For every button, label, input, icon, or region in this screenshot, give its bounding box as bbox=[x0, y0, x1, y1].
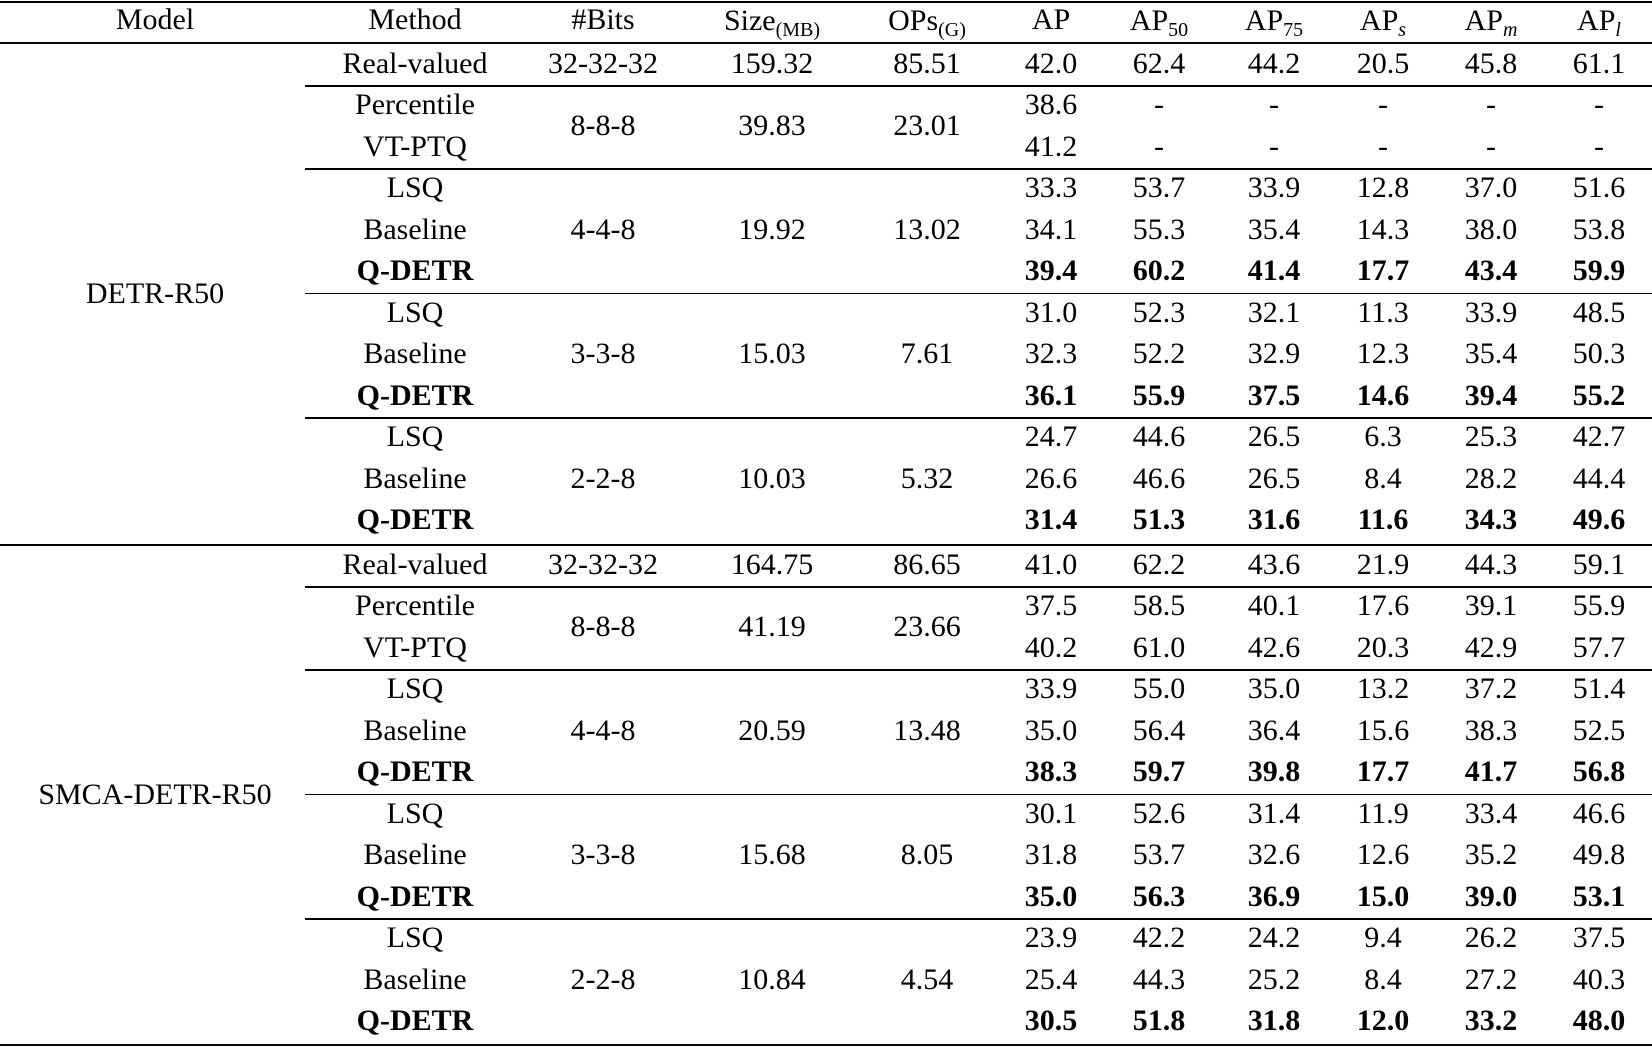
header-apl-main: AP bbox=[1577, 4, 1616, 37]
method-cell: VT-PTQ bbox=[363, 630, 467, 664]
apl-cell: 44.4 bbox=[1572, 461, 1626, 495]
ap75-cell: 31.8 bbox=[1247, 1004, 1301, 1038]
size-cell: 19.92 bbox=[738, 212, 806, 246]
size-cell: 159.32 bbox=[730, 46, 814, 80]
method-cell: Baseline bbox=[363, 461, 467, 495]
method-cell: LSQ bbox=[386, 796, 444, 830]
aps-cell: 15.0 bbox=[1356, 879, 1410, 913]
ap75-cell: 37.5 bbox=[1247, 378, 1301, 412]
method-cell: Baseline bbox=[363, 713, 467, 747]
ap50-cell: - bbox=[1154, 88, 1164, 122]
aps-cell: 11.9 bbox=[1357, 796, 1409, 830]
apl-cell: - bbox=[1594, 88, 1604, 122]
apl-cell: 49.6 bbox=[1572, 503, 1626, 537]
group-rule bbox=[305, 669, 1652, 671]
aps-cell: 20.5 bbox=[1356, 46, 1410, 80]
header-ap75 bbox=[1244, 4, 1304, 41]
apl-cell: 42.7 bbox=[1572, 420, 1626, 454]
ap-cell: 25.4 bbox=[1024, 962, 1078, 996]
apl-cell: 57.7 bbox=[1572, 630, 1626, 664]
ap75-cell: 39.8 bbox=[1247, 755, 1301, 789]
ap50-cell: 55.9 bbox=[1132, 378, 1186, 412]
apm-cell: - bbox=[1486, 88, 1496, 122]
header-rule bbox=[0, 42, 1652, 44]
top-rule bbox=[0, 1, 1652, 3]
ap50-cell: 52.3 bbox=[1132, 295, 1186, 329]
ap50-cell: 60.2 bbox=[1132, 254, 1186, 288]
aps-cell: 21.9 bbox=[1356, 547, 1410, 581]
size-cell: 20.59 bbox=[738, 713, 806, 747]
apm-cell: 38.0 bbox=[1464, 212, 1518, 246]
apm-cell: 45.8 bbox=[1464, 46, 1518, 80]
apm-cell: 33.9 bbox=[1464, 295, 1518, 329]
header-apl-sub: l bbox=[1615, 19, 1621, 41]
ops-cell: 86.65 bbox=[893, 547, 961, 581]
aps-cell: 12.0 bbox=[1356, 1004, 1410, 1038]
apm-cell: 27.2 bbox=[1464, 962, 1518, 996]
apl-cell: 61.1 bbox=[1572, 46, 1626, 80]
ap-cell: 30.5 bbox=[1024, 1004, 1078, 1038]
header-apm-sub: m bbox=[1502, 19, 1518, 41]
bits-cell: 3-3-8 bbox=[570, 337, 636, 371]
method-cell: LSQ bbox=[386, 420, 444, 454]
header-ap50-sub: 50 bbox=[1168, 19, 1189, 41]
ap-cell: 41.2 bbox=[1024, 129, 1078, 163]
size-cell: 10.84 bbox=[738, 962, 806, 996]
ap-cell: 39.4 bbox=[1024, 254, 1078, 288]
apl-cell: 53.8 bbox=[1572, 212, 1626, 246]
aps-cell: 17.7 bbox=[1356, 755, 1410, 789]
aps-cell: 17.7 bbox=[1356, 254, 1410, 288]
ap50-cell: 55.0 bbox=[1132, 672, 1186, 706]
bits-cell: 8-8-8 bbox=[570, 109, 636, 142]
apm-cell: 33.2 bbox=[1464, 1004, 1518, 1038]
method-cell: Baseline bbox=[363, 337, 467, 371]
method-cell: Q-DETR bbox=[356, 879, 474, 913]
ap-cell: 32.3 bbox=[1024, 337, 1078, 371]
ap75-cell: 42.6 bbox=[1247, 630, 1301, 664]
apl-cell: 52.5 bbox=[1572, 713, 1626, 747]
apm-cell: 39.0 bbox=[1464, 879, 1518, 913]
model-cell: DETR-R50 bbox=[85, 277, 225, 310]
ap-cell: 33.3 bbox=[1024, 171, 1078, 205]
aps-cell: 6.3 bbox=[1364, 420, 1402, 454]
bottom-rule bbox=[0, 1044, 1652, 1046]
ap-cell: 35.0 bbox=[1024, 879, 1078, 913]
ap75-cell: 41.4 bbox=[1247, 254, 1301, 288]
apm-cell: 25.3 bbox=[1464, 420, 1518, 454]
ops-cell: 13.48 bbox=[893, 713, 961, 747]
ops-cell: 7.61 bbox=[900, 337, 954, 371]
aps-cell: 20.3 bbox=[1356, 630, 1410, 664]
method-cell: VT-PTQ bbox=[363, 129, 467, 163]
header-apm bbox=[1464, 4, 1518, 41]
apm-cell: 43.4 bbox=[1464, 254, 1518, 288]
ap-cell: 31.4 bbox=[1024, 503, 1078, 537]
ap-cell: 24.7 bbox=[1024, 420, 1078, 454]
method-cell: Percentile bbox=[355, 88, 475, 122]
ap50-cell: 59.7 bbox=[1132, 755, 1186, 789]
ap-cell: 38.3 bbox=[1024, 755, 1078, 789]
ap50-cell: 51.8 bbox=[1132, 1004, 1186, 1038]
ap50-cell: 52.2 bbox=[1132, 337, 1186, 371]
apm-cell: 37.0 bbox=[1464, 171, 1518, 205]
method-cell: LSQ bbox=[386, 295, 444, 329]
ap-cell: 31.8 bbox=[1024, 838, 1078, 872]
ap75-cell: 25.2 bbox=[1247, 962, 1301, 996]
ops-cell: 23.66 bbox=[893, 610, 961, 643]
ap75-cell: 32.9 bbox=[1247, 337, 1301, 371]
group-rule bbox=[305, 586, 1652, 588]
header-ops-sub: (G) bbox=[938, 19, 966, 41]
apm-cell: 28.2 bbox=[1464, 461, 1518, 495]
apm-cell: 26.2 bbox=[1464, 921, 1518, 955]
section-rule bbox=[0, 544, 1652, 546]
aps-cell: 15.6 bbox=[1356, 713, 1410, 747]
bits-cell: 2-2-8 bbox=[570, 461, 636, 495]
bits-cell: 4-4-8 bbox=[570, 713, 636, 747]
method-cell: Q-DETR bbox=[356, 254, 474, 288]
apl-cell: 55.9 bbox=[1572, 589, 1626, 623]
size-cell: 15.68 bbox=[738, 838, 806, 872]
header-bits: #Bits bbox=[571, 3, 635, 36]
ap50-cell: 46.6 bbox=[1132, 461, 1186, 495]
apl-cell: 37.5 bbox=[1572, 921, 1626, 955]
group-rule bbox=[305, 794, 1652, 796]
size-cell: 39.83 bbox=[738, 109, 806, 142]
ops-cell: 13.02 bbox=[893, 212, 961, 246]
method-cell: Q-DETR bbox=[356, 1004, 474, 1038]
method-cell: Q-DETR bbox=[356, 755, 474, 789]
apl-cell: 48.0 bbox=[1572, 1004, 1626, 1038]
ap50-cell: 51.3 bbox=[1132, 503, 1186, 537]
header-apl bbox=[1577, 4, 1621, 41]
apm-cell: 41.7 bbox=[1464, 755, 1518, 789]
size-cell: 41.19 bbox=[738, 610, 806, 643]
apm-cell: 34.3 bbox=[1464, 503, 1518, 537]
ap50-cell: 44.3 bbox=[1132, 962, 1186, 996]
apl-cell: 53.1 bbox=[1572, 879, 1626, 913]
ap75-cell: 40.1 bbox=[1247, 589, 1301, 623]
header-ap50-main: AP bbox=[1129, 4, 1169, 37]
bits-cell: 2-2-8 bbox=[570, 962, 636, 996]
ap75-cell: 44.2 bbox=[1247, 46, 1301, 80]
ap-cell: 40.2 bbox=[1024, 630, 1078, 664]
ap75-cell: 36.9 bbox=[1247, 879, 1301, 913]
aps-cell: 17.6 bbox=[1356, 589, 1410, 623]
header-aps-sub: s bbox=[1398, 19, 1407, 41]
method-cell: Percentile bbox=[355, 589, 475, 623]
header-aps bbox=[1359, 4, 1407, 41]
ap75-cell: 32.1 bbox=[1247, 295, 1301, 329]
header-ops-main: OPs bbox=[888, 4, 939, 37]
header-size-main: Size bbox=[723, 4, 776, 37]
header-size-sub: (MB) bbox=[775, 19, 821, 41]
ap75-cell: 33.9 bbox=[1247, 171, 1301, 205]
aps-cell: 8.4 bbox=[1364, 962, 1402, 996]
ap75-cell: 35.0 bbox=[1247, 672, 1301, 706]
aps-cell: 11.3 bbox=[1357, 295, 1409, 329]
aps-cell: 14.6 bbox=[1356, 378, 1410, 412]
ap75-cell: 26.5 bbox=[1247, 461, 1301, 495]
size-cell: 15.03 bbox=[738, 337, 806, 371]
header-ops bbox=[888, 4, 966, 41]
method-cell: Baseline bbox=[363, 838, 467, 872]
aps-cell: 13.2 bbox=[1356, 672, 1410, 706]
header-method: Method bbox=[368, 3, 462, 36]
apm-cell: 39.4 bbox=[1464, 378, 1518, 412]
group-rule bbox=[305, 417, 1652, 419]
ap50-cell: - bbox=[1154, 129, 1164, 163]
header-aps-subscript bbox=[1398, 19, 1406, 41]
header-apm-subscript bbox=[1503, 19, 1517, 41]
ap50-cell: 52.6 bbox=[1132, 796, 1186, 830]
ops-cell: 5.32 bbox=[900, 461, 954, 495]
bits-cell: 32-32-32 bbox=[548, 547, 658, 581]
header-apm-main: AP bbox=[1464, 4, 1503, 37]
aps-cell: 12.8 bbox=[1356, 171, 1410, 205]
ap-cell: 37.5 bbox=[1024, 589, 1078, 623]
ap75-cell: 35.4 bbox=[1247, 212, 1301, 246]
aps-cell: 12.6 bbox=[1356, 838, 1410, 872]
ap-cell: 38.6 bbox=[1024, 88, 1078, 122]
apm-cell: 33.4 bbox=[1464, 796, 1518, 830]
header-ap: AP bbox=[1031, 3, 1071, 36]
aps-cell: 11.6 bbox=[1357, 503, 1409, 537]
ops-cell: 4.54 bbox=[900, 962, 954, 996]
group-rule bbox=[305, 85, 1652, 87]
size-cell: 164.75 bbox=[730, 547, 814, 581]
header-size bbox=[723, 4, 821, 41]
aps-cell: - bbox=[1378, 129, 1388, 163]
apl-cell: 40.3 bbox=[1572, 962, 1626, 996]
group-rule bbox=[305, 918, 1652, 920]
ops-cell: 8.05 bbox=[900, 838, 954, 872]
ap-cell: 23.9 bbox=[1024, 921, 1078, 955]
apl-cell: 56.8 bbox=[1572, 755, 1626, 789]
method-cell: Real-valued bbox=[342, 46, 488, 80]
apm-cell: 38.3 bbox=[1464, 713, 1518, 747]
ap50-cell: 56.3 bbox=[1132, 879, 1186, 913]
method-cell: Q-DETR bbox=[356, 503, 474, 537]
aps-cell: 14.3 bbox=[1356, 212, 1410, 246]
ap75-cell: 32.6 bbox=[1247, 838, 1301, 872]
method-cell: Q-DETR bbox=[356, 378, 474, 412]
ops-cell: 23.01 bbox=[893, 109, 961, 142]
apl-cell: 51.4 bbox=[1572, 672, 1626, 706]
ap-cell: 42.0 bbox=[1024, 46, 1078, 80]
bits-cell: 3-3-8 bbox=[570, 838, 636, 872]
bits-cell: 8-8-8 bbox=[570, 610, 636, 643]
apm-cell: - bbox=[1486, 129, 1496, 163]
ap50-cell: 53.7 bbox=[1132, 171, 1186, 205]
aps-cell: - bbox=[1378, 88, 1388, 122]
ap-cell: 31.0 bbox=[1024, 295, 1078, 329]
ap-cell: 41.0 bbox=[1024, 547, 1078, 581]
ap-cell: 33.9 bbox=[1024, 672, 1078, 706]
ap75-cell: 24.2 bbox=[1247, 921, 1301, 955]
method-cell: LSQ bbox=[386, 672, 444, 706]
model-cell: SMCA-DETR-R50 bbox=[38, 778, 272, 811]
apm-cell: 37.2 bbox=[1464, 672, 1518, 706]
apm-cell: 42.9 bbox=[1464, 630, 1518, 664]
ap-cell: 35.0 bbox=[1024, 713, 1078, 747]
apm-cell: 44.3 bbox=[1464, 547, 1518, 581]
apl-cell: 59.1 bbox=[1572, 547, 1626, 581]
ap50-cell: 58.5 bbox=[1132, 589, 1186, 623]
ap75-cell: 43.6 bbox=[1247, 547, 1301, 581]
aps-cell: 9.4 bbox=[1364, 921, 1402, 955]
apl-cell: - bbox=[1594, 129, 1604, 163]
ap50-cell: 61.0 bbox=[1132, 630, 1186, 664]
group-rule bbox=[305, 293, 1652, 295]
ops-cell: 85.51 bbox=[893, 46, 961, 80]
aps-cell: 8.4 bbox=[1364, 461, 1402, 495]
aps-cell: 12.3 bbox=[1356, 337, 1410, 371]
ap50-cell: 42.2 bbox=[1132, 921, 1186, 955]
ap50-cell: 62.4 bbox=[1132, 46, 1186, 80]
bits-cell: 32-32-32 bbox=[548, 46, 658, 80]
method-cell: LSQ bbox=[386, 171, 444, 205]
header-ap75-sub: 75 bbox=[1283, 19, 1304, 41]
ap75-cell: - bbox=[1269, 129, 1279, 163]
apl-cell: 49.8 bbox=[1572, 838, 1626, 872]
method-cell: Real-valued bbox=[342, 547, 488, 581]
ap-cell: 26.6 bbox=[1024, 461, 1078, 495]
apm-cell: 35.4 bbox=[1464, 337, 1518, 371]
header-apl-subscript bbox=[1615, 19, 1621, 41]
apl-cell: 59.9 bbox=[1572, 254, 1626, 288]
header-ap75-main: AP bbox=[1244, 4, 1284, 37]
method-cell: Baseline bbox=[363, 962, 467, 996]
ap75-cell: 36.4 bbox=[1247, 713, 1301, 747]
apl-cell: 50.3 bbox=[1572, 337, 1626, 371]
ap50-cell: 56.4 bbox=[1132, 713, 1186, 747]
apl-cell: 48.5 bbox=[1572, 295, 1626, 329]
bits-cell: 4-4-8 bbox=[570, 212, 636, 246]
method-cell: LSQ bbox=[386, 921, 444, 955]
ap75-cell: 31.4 bbox=[1247, 796, 1301, 830]
ap50-cell: 53.7 bbox=[1132, 838, 1186, 872]
ap75-cell: 26.5 bbox=[1247, 420, 1301, 454]
ap50-cell: 44.6 bbox=[1132, 420, 1186, 454]
size-cell: 10.03 bbox=[738, 461, 806, 495]
apm-cell: 39.1 bbox=[1464, 589, 1518, 623]
ap-cell: 34.1 bbox=[1024, 212, 1078, 246]
ap50-cell: 55.3 bbox=[1132, 212, 1186, 246]
header-ap50 bbox=[1129, 4, 1189, 41]
ap-cell: 30.1 bbox=[1024, 796, 1078, 830]
apm-cell: 35.2 bbox=[1464, 838, 1518, 872]
ap75-cell: - bbox=[1269, 88, 1279, 122]
group-rule bbox=[305, 168, 1652, 170]
header-model: Model bbox=[115, 3, 195, 36]
apl-cell: 46.6 bbox=[1572, 796, 1626, 830]
ap50-cell: 62.2 bbox=[1132, 547, 1186, 581]
method-cell: Baseline bbox=[363, 212, 467, 246]
ap-cell: 36.1 bbox=[1024, 378, 1078, 412]
header-aps-main: AP bbox=[1359, 4, 1399, 37]
ap75-cell: 31.6 bbox=[1247, 503, 1301, 537]
apl-cell: 51.6 bbox=[1572, 171, 1626, 205]
apl-cell: 55.2 bbox=[1572, 378, 1626, 412]
